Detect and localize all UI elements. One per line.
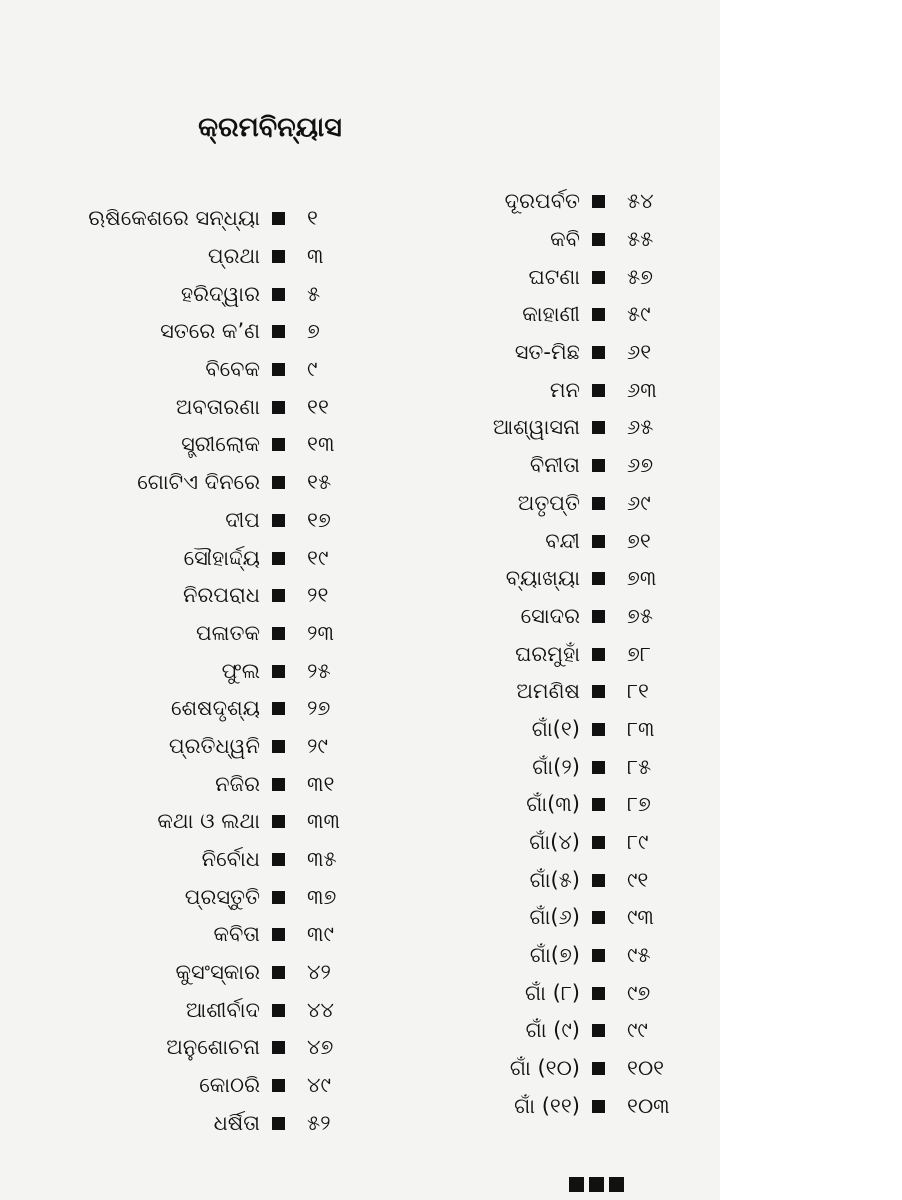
entry-title: କଥା ଓ ଲଥା (157, 809, 260, 834)
square-bullet (272, 928, 285, 941)
entry-title: କବିତା (213, 922, 260, 947)
toc-entry (400, 334, 697, 372)
toc-entry (40, 539, 367, 577)
entry-page: ୯୫ (627, 943, 651, 968)
square-bullet (272, 1079, 285, 1092)
entry-page: ୮୭ (627, 792, 651, 817)
entry-title: କୁସଂସ୍କାର (175, 960, 260, 985)
entry-title: ସ୍ତ୍ରୀଲୋକ (181, 432, 260, 457)
entry-page: ୯୩ (627, 905, 654, 930)
entry-title: ଗାଁ (୧୦) (509, 1056, 580, 1081)
square-bullet (592, 233, 605, 246)
entry-page: ୭୮ (627, 641, 651, 666)
square-bullet (592, 271, 605, 284)
entry-page: ୨୭ (307, 696, 331, 721)
square-bullet (272, 1004, 285, 1017)
entry-title: ପ୍ରତିଧ୍ୱନି (168, 733, 260, 758)
entry-title: ଗାଁ (୮) (525, 980, 580, 1005)
toc-entry (400, 371, 697, 409)
entry-title: ହରିଦ୍ୱାର (180, 281, 260, 306)
square-bullet (272, 363, 285, 376)
toc-title: କ୍ରମବିନ୍ୟାସ (198, 112, 342, 143)
entry-page: ୪୯ (307, 1073, 331, 1098)
square-bullet (272, 1117, 285, 1130)
toc-entry (40, 577, 367, 615)
toc-entry (40, 238, 367, 276)
toc-entry (40, 1105, 367, 1143)
toc-entry (40, 388, 367, 426)
entry-title: ଆଶ୍ୱାସନା (492, 415, 580, 440)
toc-entry (40, 313, 367, 351)
end-square (569, 1177, 584, 1192)
entry-page: ୩୫ (307, 847, 337, 872)
square-bullet (272, 891, 285, 904)
square-bullet (592, 798, 605, 811)
entry-title: ଫୁଲ (221, 658, 260, 683)
entry-title: ନିର୍ବୋଧ (201, 847, 260, 872)
entry-page: ୬୯ (627, 490, 651, 515)
toc-entry (40, 916, 367, 954)
square-bullet (592, 648, 605, 661)
toc-entry (40, 464, 367, 502)
entry-title: ଆଶୀର୍ବାଦ (185, 997, 260, 1022)
entry-title: ଘଟଣା (528, 264, 580, 289)
entry-page: ୩ (307, 244, 324, 269)
entry-page: ୮୩ (627, 716, 655, 741)
entry-page: ୪୭ (307, 1035, 334, 1060)
toc-entry (400, 673, 697, 711)
entry-page: ୧୭ (307, 507, 331, 532)
toc-entry (400, 560, 697, 598)
entry-page: ୯ (307, 357, 318, 382)
toc-entry (40, 1029, 367, 1067)
entry-page: ୩୭ (307, 884, 337, 909)
entry-title: ବିନୀତା (529, 453, 580, 478)
entry-page: ୨୩ (307, 620, 334, 645)
square-bullet (592, 911, 605, 924)
square-bullet (592, 497, 605, 510)
toc-entry (400, 748, 697, 786)
toc-entry (400, 258, 697, 296)
toc-entry (400, 899, 697, 937)
square-bullet (592, 384, 605, 397)
entry-title: ଦୀପ (225, 507, 260, 532)
square-bullet (272, 514, 285, 527)
square-bullet (272, 740, 285, 753)
toc-entry (400, 861, 697, 899)
toc-entry (400, 1088, 697, 1126)
entry-page: ୯୧ (627, 867, 649, 892)
toc-entry (400, 937, 697, 975)
entry-title: କୋଠରି (199, 1073, 260, 1098)
toc-entry (400, 711, 697, 749)
entry-title: ଦୂରପର୍ବତ (504, 189, 580, 214)
entry-page: ୭୧ (627, 528, 651, 553)
end-square (609, 1177, 624, 1192)
entry-title: ବନ୍ଦୀ (545, 528, 580, 553)
entry-title: ଅତୃପ୍ତି (517, 490, 580, 515)
entry-page: ୧୫ (307, 470, 332, 495)
entry-title: ସୋଦର (520, 603, 580, 628)
toc-entry (400, 786, 697, 824)
entry-page: ୭୫ (627, 603, 653, 628)
toc-entry (40, 426, 367, 464)
square-bullet (592, 1062, 605, 1075)
toc-left-column (40, 200, 367, 1142)
toc-entry (40, 1067, 367, 1105)
entry-page: ୫୪ (627, 189, 654, 214)
entry-title: ଅମଣିଷ (516, 679, 580, 704)
entry-title: ଗାଁ(୪) (529, 830, 580, 855)
entry-page: ୧୦୩ (627, 1093, 670, 1118)
entry-page: ୧୦୧ (627, 1056, 665, 1081)
toc-entry (40, 991, 367, 1029)
square-bullet (272, 665, 285, 678)
entry-page: ୭ (307, 319, 320, 344)
square-bullet (272, 778, 285, 791)
entry-title: ବ୍ୟାଖ୍ୟା (505, 566, 580, 591)
entry-title: କବି (550, 227, 580, 252)
square-bullet (272, 250, 285, 263)
entry-page: ୯୯ (627, 1018, 648, 1043)
toc-entry (40, 728, 367, 766)
entry-title: ବିବେକ (205, 357, 260, 382)
entry-page: ୩୯ (307, 922, 334, 947)
entry-title: ଗାଁ(୫) (529, 867, 580, 892)
entry-title: ଗାଁ(୩) (526, 792, 580, 817)
entry-title: ଗାଁ(୭) (529, 943, 580, 968)
square-bullet (272, 438, 285, 451)
toc-entry (400, 598, 697, 636)
entry-page: ୩୩ (307, 809, 341, 834)
entry-page: ୫୫ (627, 227, 654, 252)
entry-title: ଗୋଟିଏ ଦିନରେ (137, 470, 260, 495)
toc-entry (40, 502, 367, 540)
entry-title: ମନ (549, 377, 580, 402)
square-bullet (272, 966, 285, 979)
square-bullet (592, 685, 605, 698)
toc-entry (400, 522, 697, 560)
square-bullet (272, 212, 285, 225)
square-bullet (592, 308, 605, 321)
toc-entry (40, 351, 367, 389)
entry-page: ୨୫ (307, 658, 331, 683)
entry-page: ୬୧ (627, 340, 652, 365)
square-bullet (272, 401, 285, 414)
entry-title: ଅନୁଶୋଚନା (166, 1035, 260, 1060)
entry-title: ଗାଁ(୬) (529, 905, 580, 930)
square-bullet (592, 610, 605, 623)
entry-title: ପଳାତକ (195, 620, 260, 645)
entry-page: ୮୫ (627, 754, 652, 779)
square-bullet (592, 195, 605, 208)
entry-title: ଋଷିକେଶରେ ସନ୍ଧ୍ୟା (88, 206, 260, 231)
entry-title: ନିରପରାଧ (182, 583, 260, 608)
toc-entry (40, 275, 367, 313)
entry-title: ନଜିର (215, 771, 260, 796)
toc-entry (40, 954, 367, 992)
end-square (589, 1177, 604, 1192)
toc-entry (400, 974, 697, 1012)
square-bullet (592, 1024, 605, 1037)
entry-page: ୧ (307, 206, 318, 231)
square-bullet (272, 476, 285, 489)
square-bullet (592, 761, 605, 774)
square-bullet (272, 325, 285, 338)
toc-entry (400, 447, 697, 485)
toc-entry (400, 409, 697, 447)
entry-title: ଧର୍ଷିତା (213, 1110, 260, 1135)
square-bullet (272, 288, 285, 301)
entry-page: ୧୩ (307, 432, 335, 457)
toc-entry (40, 803, 367, 841)
entry-title: ଶେଷଦୃଶ୍ୟ (170, 696, 260, 721)
entry-page: ୬୩ (627, 377, 657, 402)
toc-entry (400, 221, 697, 259)
entry-page: ୧୧ (307, 394, 329, 419)
square-bullet (272, 702, 285, 715)
square-bullet (272, 853, 285, 866)
entry-title: ଗାଁ (୧୧) (514, 1093, 580, 1118)
entry-title: ଗାଁ(୨) (532, 754, 580, 779)
toc-entry (400, 1012, 697, 1050)
toc-entry (400, 296, 697, 334)
square-bullet (592, 723, 605, 736)
entry-page: ୭୩ (627, 566, 657, 591)
entry-title: ସତ-ମିଛ (514, 340, 580, 365)
entry-title: ଗାଁ (୯) (525, 1018, 580, 1043)
toc-entry (40, 615, 367, 653)
entry-title: ସୌହାର୍ଦ୍ଦ୍ୟ (183, 545, 260, 570)
toc-entry (400, 635, 697, 673)
toc-entry (400, 183, 697, 221)
toc-right-column (400, 183, 697, 1125)
entry-page: ୨୯ (307, 733, 328, 758)
square-bullet (272, 552, 285, 565)
square-bullet (592, 874, 605, 887)
entry-page: ୫ (307, 281, 321, 306)
entry-page: ୬୭ (627, 453, 654, 478)
entry-page: ୪୨ (307, 960, 331, 985)
entry-page: ୫୭ (627, 264, 653, 289)
entry-title: ପ୍ରସ୍ତୁତି (184, 884, 260, 909)
entry-page: ୫୨ (307, 1110, 331, 1135)
entry-page: ୮୯ (627, 830, 649, 855)
entry-page: ୨୧ (307, 583, 329, 608)
entry-page: ୧୯ (307, 545, 329, 570)
entry-title: ଗାଁ(୧) (531, 716, 580, 741)
toc-entry (40, 841, 367, 879)
entry-page: ୪୪ (307, 997, 334, 1022)
entry-title: ଘରମୁହାଁ (515, 641, 580, 666)
toc-entry (400, 824, 697, 862)
toc-entry (400, 1050, 697, 1088)
entry-title: ସତରେ କ’ଣ (160, 319, 260, 344)
entry-title: ପ୍ରଥା (207, 244, 260, 269)
square-bullet (272, 815, 285, 828)
toc-entry (40, 200, 367, 238)
square-bullet (592, 836, 605, 849)
toc-entry (40, 690, 367, 728)
entry-page: ୬୫ (627, 415, 654, 440)
square-bullet (592, 572, 605, 585)
entry-page: ୫୯ (627, 302, 651, 327)
square-bullet (592, 459, 605, 472)
entry-page: ୩୧ (307, 771, 335, 796)
entry-page: ୮୧ (627, 679, 649, 704)
square-bullet (592, 1100, 605, 1113)
toc-entry (40, 878, 367, 916)
toc-entry (40, 765, 367, 803)
entry-page: ୯୭ (627, 980, 651, 1005)
square-bullet (592, 987, 605, 1000)
square-bullet (592, 535, 605, 548)
page-edge (720, 0, 902, 1200)
square-bullet (272, 589, 285, 602)
square-bullet (592, 421, 605, 434)
toc-entry (40, 652, 367, 690)
toc-entry (400, 485, 697, 523)
square-bullet (592, 949, 605, 962)
end-marks (569, 1177, 624, 1192)
square-bullet (272, 627, 285, 640)
entry-title: କାହାଣୀ (522, 302, 580, 327)
square-bullet (592, 346, 605, 359)
entry-title: ଅବତାରଣା (175, 394, 260, 419)
square-bullet (272, 1041, 285, 1054)
